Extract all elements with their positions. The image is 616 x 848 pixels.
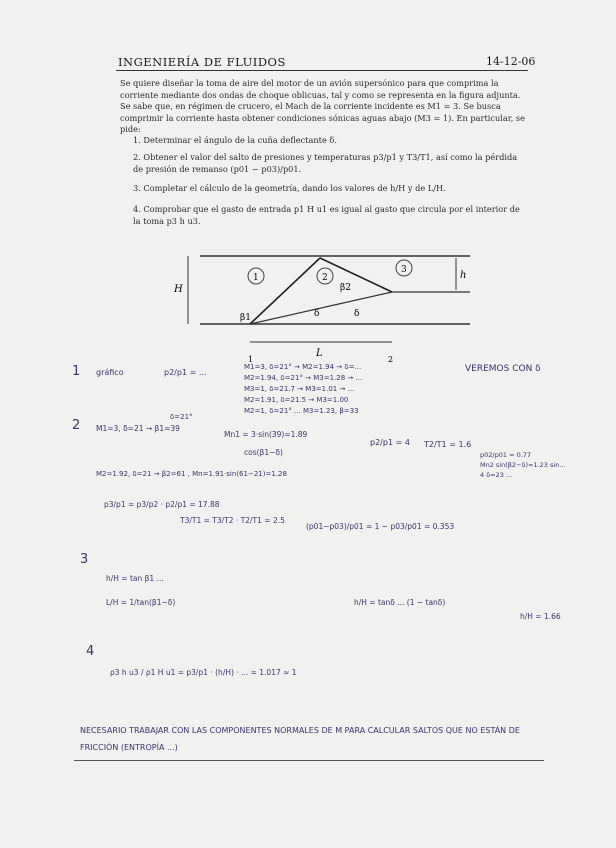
problem-intro: Se quiere diseñar la toma de aire del motor de un avión supersónico para que comprima la corriente mediante dos ondas de choque oblicuas, tal y como se representa en la figura adjunta. Se sabe que, en régimen de crucero, el Mach de la corriente incidente es M1 = 3. Se busca comprimir la corriente hasta obtener condiciones sónicas aguas abajo (M3 = 1). En particular, se pide: [120,78,525,135]
handwritten-note: NECESARIO TRABAJAR CON LAS COMPONENTES NORMALES DE M PARA CALCULAR SALTOS QUE NO ESTÁN DE FRICCIÓN (ENTROPÍA ...) [80,726,520,752]
answer-2-cos: cos(β1−δ) [244,448,283,457]
answer-2-number: 2 [72,418,81,433]
side-note: p02/p01 = 0.77 [480,451,532,459]
L-label: L [316,348,323,359]
delta-label-2: δ [354,309,360,319]
ramp-wedge [250,292,392,324]
station-1-mark: 1 [248,355,254,364]
delta-label: δ [314,309,320,319]
iteration-line: M3=1, δ=21.7 → M3=1.01 → ... [244,385,355,393]
answer-2-mn1: Mn1 = 3·sin(39)=1.89 [224,430,308,439]
answer-4-number: 4 [86,644,95,659]
answer-3-value: h/H = 1.66 [520,612,561,621]
iteration-line: M1=3, δ=21° → M2=1.94 → δ=... [244,363,362,371]
answer-3-eq2: L/H = 1/tan(β1−δ) [106,598,176,607]
question-number: 2. [133,152,141,162]
iteration-line: M2=1.91, δ=21.5 → M3=1.00 [244,396,349,404]
iteration-line: M2=1.94, δ=21° → M3=1.28 → ... [244,374,363,382]
question-text: Comprobar que el gasto de entrada p1 H u1 es igual al gasto que circula por el interior de la toma p3 h u3. [133,204,520,226]
answer-2-side-notes [480,450,566,480]
note-veremos: VEREMOS CON δ [465,364,541,374]
zone-3-label: 3 [401,265,407,275]
answer-1-iterations [244,362,362,417]
question-number: 3. [133,183,141,193]
answer-1-word: gráfico [96,368,124,377]
question-number: 4. [133,204,141,214]
exam-date: 14-12-06 [486,55,536,68]
course-title: INGENIERÍA DE FLUIDOS [118,55,286,69]
oblique-shock-1 [250,258,320,324]
iteration-line: M2=1, δ=21° ... M3=1.23, β=33 [244,407,359,415]
answer-2-p-ratio: p2/p1 = 4 [370,438,410,447]
answer-2-t-ratio: T2/T1 = 1.6 [424,440,472,449]
answer-2-beta2: M2=1.92, δ=21 → β2=61 , Mn=1.91·sin(61−21)=1.28 [96,470,287,478]
answer-1-number: 1 [72,364,81,379]
question-text: Completar el cálculo de la geometría, dando los valores de h/H y de L/H. [143,183,446,193]
answer-2-t3-ratio: T3/T1 = T3/T2 · T2/T1 = 2.5 [180,516,285,525]
H-label: H [174,284,183,295]
side-note: Mn2 sin(β2−δ)=1.23 sin... [480,461,566,469]
beta2-label: β2 [340,283,351,293]
question-3 [133,183,529,195]
answer-3-eq1: h/H = tan β1 ... [106,574,164,583]
question-1 [133,135,529,147]
answer-2-beta1: M1=3, δ=21 → β1=39 [96,424,180,433]
question-number: 1. [133,135,141,145]
answer-1-ratio: p2/p1 = ... [164,368,207,377]
question-text: Determinar el ángulo de la cuña deflectante δ. [143,135,337,145]
h-label: h [460,270,467,281]
zone-1-label: 1 [253,273,259,283]
footer-rule [74,760,544,761]
oblique-shock-2 [320,258,392,292]
zone-2-label: 2 [322,273,328,283]
header-rule [116,70,528,71]
answer-2-stagnation-loss: (p01−p03)/p01 = 1 − p03/p01 = 0.353 [306,522,455,531]
beta1-label: β1 [240,313,251,323]
question-2 [133,152,529,175]
side-note: 4 δ=23 ... [480,471,513,479]
question-text: Obtener el valor del salto de presiones y temperaturas p3/p1 y T3/T1, así como la pérdida de presión de remanso (p01 − p03)/p01. [133,152,518,174]
delta-result: δ=21° [170,413,193,421]
answer-4-mass-flow: ρ3 h u3 / ρ1 H u1 = p3/p1 · (h/H) · ... = 1.017 ≈ 1 [110,668,297,677]
station-2-mark: 2 [388,355,394,364]
question-4 [133,204,529,227]
intake-diagram [160,246,480,366]
answer-2-p3-ratio: p3/p1 = p3/p2 · p2/p1 = 17.88 [104,500,220,509]
answer-3-eq3: h/H = tanδ ... (1 − tanδ) [354,598,446,607]
answer-3-number: 3 [80,552,89,567]
